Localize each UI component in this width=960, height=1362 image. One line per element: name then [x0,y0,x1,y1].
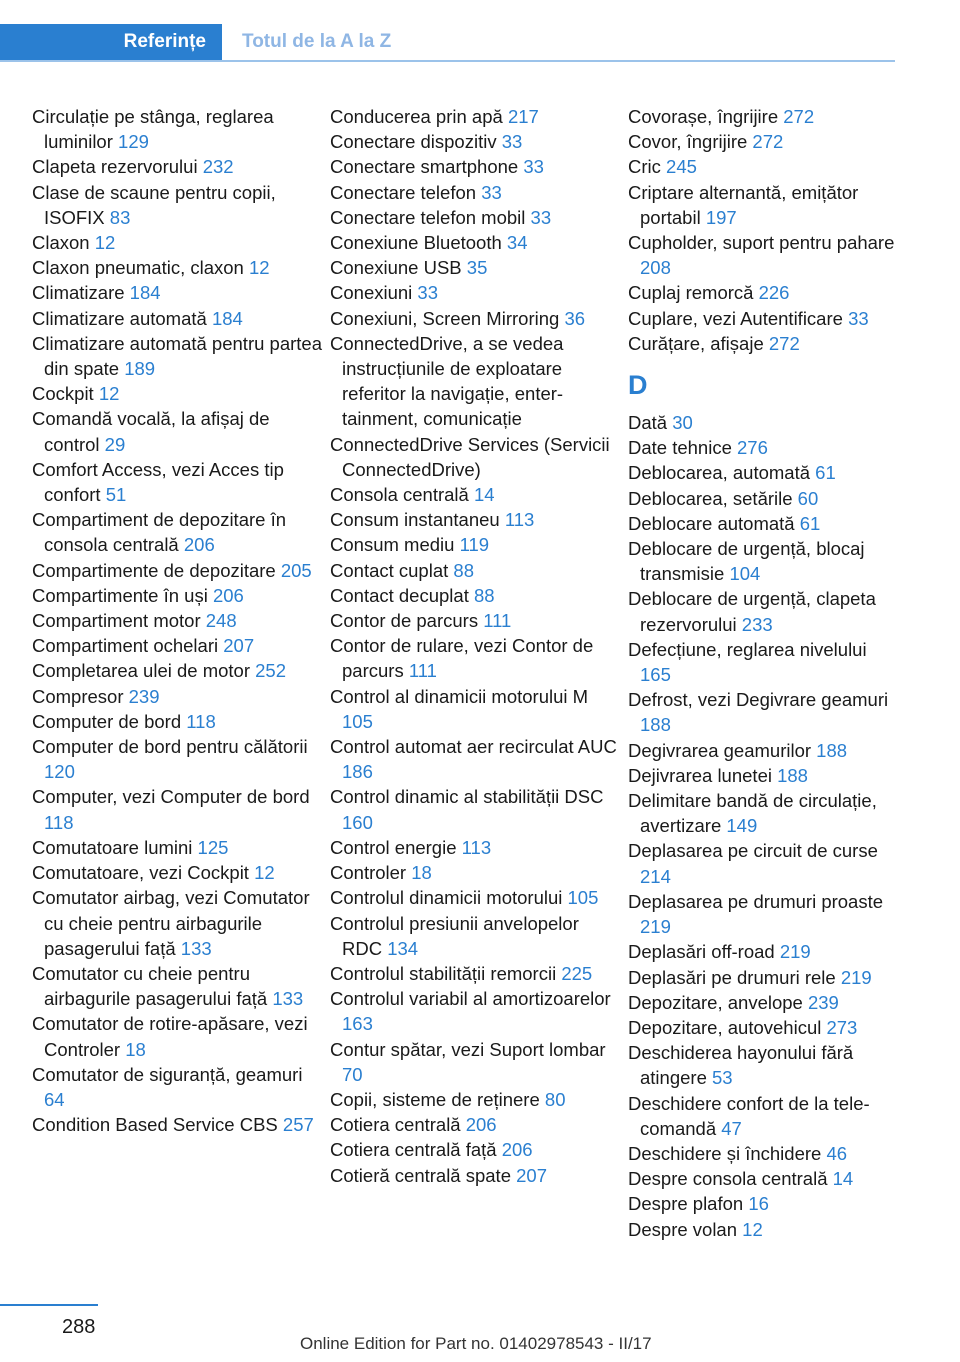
index-entry [330,154,622,179]
index-entry-term: Cric [628,156,667,178]
index-entry [32,558,324,583]
index-entry-term: Cuplare, vezi Autentificare [628,307,849,329]
index-entry [330,255,622,280]
index-page-link[interactable]: 273 [826,1016,858,1038]
index-page-link[interactable]: 18 [411,862,432,884]
index-entry-term: Comutator cu cheie pentru airbagurile pasagerului față [32,962,273,1010]
index-entry [330,734,622,784]
index-entry [32,255,324,280]
index-entry [330,961,622,986]
index-page-link[interactable]: 232 [202,156,234,178]
index-page-link[interactable]: 207 [223,635,255,657]
index-entry [32,885,324,961]
index-page-link[interactable]: 233 [741,613,773,635]
index-entry [32,961,324,1011]
index-page-link[interactable]: 219 [779,941,811,963]
index-entry-term: Controlul dinamicii motorului [330,887,568,909]
index-entry-term: Compartimente de depozitare [32,559,281,581]
page-number-rule [0,1304,98,1306]
index-entry [628,939,900,964]
index-entry [330,1037,622,1087]
index-entry-term: Conexiune Bluetooth [330,232,507,254]
index-page-link[interactable]: 239 [807,991,839,1013]
index-entry [628,889,900,939]
index-page-link[interactable]: 12 [248,257,270,279]
index-page-link[interactable]: 61 [815,462,836,484]
index-entry [628,154,900,179]
index-page-link[interactable]: 113 [504,509,535,531]
index-entry [628,1015,900,1040]
index-entry-term: Clapeta rezervorului [32,156,203,178]
index-entry [32,1112,324,1137]
index-entry [32,180,324,230]
index-entry [32,154,324,179]
index-entry [32,381,324,406]
index-entry [32,331,324,381]
page-header [0,0,895,62]
index-entry-term: Deblocare de urgență, clapeta rezervorului [628,588,876,635]
index-entry [32,104,324,154]
index-entry [32,457,324,507]
index-entry-term: Deblocare automată [628,512,800,534]
index-entry [32,406,324,456]
index-entry-term: Completarea ulei de motor [32,660,256,682]
index-page-link[interactable]: 276 [737,437,768,459]
index-page-link[interactable]: 33 [501,131,523,153]
index-page-link[interactable]: 239 [128,685,160,707]
index-page-link[interactable]: 105 [342,710,373,732]
index-entry [330,1112,622,1137]
index-entry [628,230,900,280]
index-entry-term: Claxon pneumatic, claxon [32,257,249,279]
index-entry-term: ConnectedDrive Services (Servicii ConnectedDrive) [330,433,610,480]
index-page-link[interactable]: 188 [777,764,808,786]
index-page-link[interactable]: 206 [212,584,244,606]
index-page-link[interactable]: 88 [473,584,495,606]
index-page-link[interactable]: 245 [666,156,697,178]
index-entry-term: Copii, sisteme de reținere [330,1088,545,1110]
index-page-link[interactable]: 118 [186,710,216,732]
index-entry-term: Control energie [330,836,462,858]
index-entry [32,507,324,557]
index-page-link[interactable]: 206 [183,534,215,556]
index-page-link[interactable]: 226 [758,282,790,304]
page-number: 288 [62,1316,96,1338]
index-entry-term: Despre plafon [628,1193,749,1215]
index-entry [330,633,622,683]
index-entry-term: Deplasări pe drumuri rele [628,966,841,988]
index-column-2 [330,104,622,1188]
index-entry-term: Comutator de siguranță, geamuri [32,1063,303,1085]
index-page-link[interactable]: 125 [197,836,229,858]
index-entry [330,583,622,608]
index-entry-term: Controlul variabil al amortizoarelor [330,988,611,1010]
index-entry-term: Conexiuni [330,282,418,304]
index-page-link[interactable]: 46 [826,1142,848,1164]
index-page-link[interactable]: 33 [417,282,438,304]
index-entry [32,684,324,709]
index-entry [32,1011,324,1061]
index-entry-term: Consum mediu [330,534,460,556]
index-entry [628,990,900,1015]
index-entry-term: Deschidere confort de la telecomandă [628,1092,870,1139]
index-page-link[interactable]: 120 [44,761,75,783]
index-entry [330,684,622,734]
index-entry-term: Computer, vezi Computer de bord [32,786,310,808]
index-entry-term: Comutatoare, vezi Cockpit [32,862,255,884]
index-entry-term: Deblocare de urgență, blocaj transmisie [628,538,865,585]
index-page-link[interactable]: 160 [342,811,373,833]
index-entry-term: Despre volan [628,1218,743,1240]
index-entry [330,280,622,305]
index-entry-term: Control dinamic al stabilității DSC [330,786,604,808]
index-entry [330,230,622,255]
index-entry [628,280,900,305]
index-entry [32,230,324,255]
index-entry [628,435,900,460]
index-entry [330,432,622,482]
index-entry-term: Contact decuplat [330,584,474,606]
index-entry [330,331,622,432]
index-page-link[interactable]: 33 [481,181,502,203]
index-entry [330,532,622,557]
index-entry [330,860,622,885]
index-page-link[interactable]: 118 [44,811,74,833]
index-entry [628,637,900,687]
index-entry [32,280,324,305]
index-entry [32,709,324,734]
index-page-link[interactable]: 217 [507,106,539,127]
index-page-link[interactable]: 29 [104,433,126,455]
index-page-link[interactable]: 12 [254,862,275,884]
index-page-link[interactable]: 189 [124,358,156,380]
index-page-link[interactable]: 111 [483,610,512,632]
index-entry-term: Climatizare automată pentru partea din spate [32,332,322,380]
index-page-link[interactable]: 188 [640,714,671,736]
index-page-link[interactable]: 133 [272,988,304,1010]
index-entry [330,1137,622,1162]
index-entry [628,536,900,586]
index-entry-term: Comandă vocală, la afișaj de control [32,408,270,455]
index-page-link[interactable]: 272 [768,332,800,354]
index-page-link[interactable]: 70 [342,1063,363,1085]
index-page-link[interactable]: 16 [748,1193,769,1215]
index-entry-term: Compartiment ochelari [32,635,224,657]
index-page-link[interactable]: 33 [848,307,869,329]
index-page-link[interactable]: 272 [752,131,784,153]
index-page-link[interactable]: 83 [109,206,131,228]
index-entry-term: Claxon [32,232,95,254]
index-page-link[interactable]: 111 [408,660,437,682]
index-entry [628,738,900,763]
index-page-link[interactable]: 206 [465,1114,497,1136]
index-page-link[interactable]: 60 [797,487,819,509]
index-page-link[interactable]: 61 [799,512,821,534]
index-page-link[interactable]: 129 [118,131,149,153]
index-entry [628,763,900,788]
index-page-link[interactable]: 64 [44,1088,65,1110]
index-entry-term: Comfort Access, vezi Acces tip confort [32,458,284,506]
index-entry-term: Computer de bord [32,710,187,732]
index-entry-term: Conectare smartphone [330,156,524,178]
index-entry-term: Depozitare, anvelope [628,991,808,1013]
index-entry [330,129,622,154]
index-page-link[interactable]: 165 [640,664,671,686]
index-entry [628,104,900,129]
index-page-link[interactable]: 36 [564,307,586,329]
index-column-3 [628,104,900,1242]
index-page-link[interactable]: 133 [180,937,212,959]
index-entry-term: Condition Based Service CBS [32,1114,283,1136]
index-entry [32,658,324,683]
index-entry-term: Cuplaj remorcă [628,282,759,304]
index-page-link[interactable]: 184 [211,307,243,329]
index-page-link[interactable]: 134 [387,937,419,959]
index-entry [330,1163,622,1188]
index-page-link[interactable]: 12 [742,1218,763,1240]
index-entry [330,180,622,205]
index-entry-term: Cotiera centrală față [330,1139,502,1161]
index-entry [32,1062,324,1112]
index-page-link[interactable]: 34 [506,232,528,254]
index-entry [330,608,622,633]
tab-totul-de-la-a-la-z[interactable]: Totul de la A la Z [242,31,392,52]
index-entry-term: Dată [628,412,673,434]
index-entry-term: Deblocarea, automată [628,462,816,484]
index-entry [330,885,622,910]
index-entry-term: Compartimente în uși [32,584,213,606]
index-entry-term: Conexiune USB [330,257,467,279]
index-entry-term: Climatizare automată [32,307,212,329]
index-page-link[interactable]: 47 [721,1117,742,1139]
index-page-link[interactable]: 18 [125,1038,146,1060]
index-entry [628,1217,900,1242]
index-entry-term: Control al dinamicii motorului M [330,685,589,707]
index-page-link[interactable]: 257 [282,1114,314,1136]
index-entry-term: Defrost, vezi Degivrare geamuri [628,689,889,711]
index-entry-term: Consola centrală [330,484,474,506]
index-entry-term: Delimitare bandă de circulație, avertizare [628,790,877,837]
index-entry [628,586,900,636]
index-entry-term: Compresor [32,685,129,707]
index-page-link[interactable]: 12 [98,383,120,405]
index-page-link[interactable]: 14 [832,1168,854,1190]
index-page-link[interactable]: 188 [816,739,848,761]
index-page-link[interactable]: 248 [205,610,237,632]
index-entry [330,835,622,860]
tab-referinte[interactable]: Referințe [0,24,222,60]
index-entry-term: Conectare telefon mobil [330,206,531,228]
index-page-link[interactable]: 33 [530,206,552,228]
index-page-link[interactable]: 219 [640,916,671,938]
edition-footer: Online Edition for Part no. 01402978543 - II/17 [300,1334,652,1353]
index-entry-term: Climatizare [32,282,130,304]
index-column-1 [32,104,324,1137]
index-entry-term: Criptare alternantă, emițător portabil [628,181,859,228]
index-page-link[interactable]: 88 [453,559,474,581]
index-page-link[interactable]: 149 [726,815,758,837]
index-page-link[interactable]: 14 [473,484,495,506]
index-entry-term: Contor de rulare, vezi Contor de parcurs [330,635,594,682]
index-entry-term: Cupholder, suport pentru pahare [628,232,895,254]
index-entry [628,1141,900,1166]
index-entry [32,633,324,658]
index-entry-term: Compartiment motor [32,610,206,632]
index-entry-term: Comutator airbag, vezi Comutator cu cheie pentru airbagurile pasagerului față [32,887,310,959]
index-entry-term: Cotieră centrală spate [330,1164,517,1186]
index-entry-term: Cotiera centrală [330,1114,466,1136]
index-entry-term: Covorașe, îngrijire [628,106,784,127]
section-letter: D [628,370,648,401]
index-entry-term: Defecțiune, reglarea nivelului [628,638,867,660]
index-entry-term: Covor, îngrijire [628,131,753,153]
index-entry-term: Comutator de rotire-apăsare, vezi Controler [32,1013,308,1060]
index-entry [628,511,900,536]
index-entry [628,838,900,888]
index-page-link[interactable]: 104 [729,563,761,585]
index-entry [628,410,900,435]
index-page-link[interactable]: 205 [280,559,312,581]
index-page-link[interactable]: 35 [466,257,488,279]
index-entry-term: Deplasarea pe circuit de curse [628,840,878,862]
header-divider [0,60,895,62]
index-entry [330,306,622,331]
index-entry [32,784,324,834]
index-entry-term: Dejivrarea lunetei [628,764,778,786]
index-entry-term: Conducerea prin apă [330,106,508,127]
index-page-link[interactable]: 30 [672,412,693,434]
index-entry-term: Conectare telefon [330,181,482,203]
index-entry [628,460,900,485]
index-entry [628,687,900,737]
index-entry-term: Deschidere și închidere [628,1142,827,1164]
index-entry-term: Clase de scaune pentru copii, ISOFIX [32,181,276,228]
index-entry-term: Comutatoare lumini [32,836,198,858]
index-entry [628,1166,900,1191]
index-page-link[interactable]: 272 [783,106,815,127]
index-entry-term: Computer de bord pentru călătorii [32,736,308,758]
index-page-link[interactable]: 12 [94,232,116,254]
index-entry-term: Date tehnice [628,437,738,459]
index-entry-term: Contur spătar, vezi Suport lombar [330,1038,606,1060]
index-entry [628,1040,900,1090]
index-entry-term: Contact cuplat [330,559,454,581]
index-page-link[interactable]: 33 [523,156,544,178]
index-entry [628,965,900,990]
index-entry-term: Despre consola centrală [628,1168,833,1190]
index-entry [330,1087,622,1112]
index-page-link[interactable]: 252 [255,660,287,682]
index-entry-term: Conectare dispozitiv [330,131,502,153]
index-entry [628,1091,900,1141]
index-entry [628,180,900,230]
index-entry-term: Deblocarea, setările [628,487,798,509]
index-page-link[interactable]: 186 [342,761,373,783]
index-entry [330,911,622,961]
index-entry-term: Contor de parcurs [330,610,484,632]
index-page-link[interactable]: 207 [516,1164,548,1186]
index-entry-term: Controlul stabilității remorcii [330,962,562,984]
index-entry [628,129,900,154]
index-entry-term: Compartiment de depozitare în consola centrală [32,509,286,556]
index-entry [32,608,324,633]
index-entry [32,583,324,608]
index-page-link[interactable]: 208 [640,257,671,279]
index-page-link[interactable]: 53 [712,1067,733,1089]
index-entry [330,507,622,532]
index-entry [32,734,324,784]
index-entry-term: Conexiuni, Screen Mirroring [330,307,565,329]
index-entry-term: Deschiderea hayonului fără atingere [628,1042,854,1089]
index-entry-term: Deplasări off-road [628,941,780,963]
index-page-link[interactable]: 206 [501,1139,533,1161]
index-entry [330,558,622,583]
index-entry [628,331,900,356]
index-entry [330,104,622,129]
index-page-link[interactable]: 113 [461,836,492,858]
index-entry [32,306,324,331]
index-entry [330,986,622,1036]
index-entry [628,788,900,838]
index-page-link[interactable]: 80 [544,1088,566,1110]
index-page-link[interactable]: 184 [129,282,161,304]
index-page-link[interactable]: 163 [342,1013,373,1035]
index-entry [32,835,324,860]
index-entry-term: Deplasarea pe drumuri proaste [628,890,884,912]
index-page-link[interactable]: 197 [705,206,737,228]
index-page-link[interactable]: 119 [459,534,490,556]
index-entry-term: Consum instantaneu [330,509,505,531]
index-entry [628,1191,900,1216]
index-page-link[interactable]: 214 [640,865,671,887]
index-entry-term: Controlul presiunii anvelopelor RDC [330,912,579,959]
index-entry [32,860,324,885]
index-entry-term: Controler [330,862,412,884]
index-page-link[interactable]: 225 [561,962,593,984]
index-entry [330,482,622,507]
index-entry [628,306,900,331]
index-entry [628,486,900,511]
index-page-link[interactable]: 105 [567,887,599,909]
index-page-link[interactable]: 219 [840,966,872,988]
index-entry-term: Circulație pe stânga, reglarea luminilor [32,106,274,153]
index-page-link[interactable]: 51 [105,484,127,506]
index-entry-term: ConnectedDrive, a se vedea instrucțiunile de exploatare referitor la navigație, entertainment, comunicație [330,332,564,430]
index-entry-term: Degivrarea geamurilor [628,739,817,761]
index-entry [330,205,622,230]
index-entry-term: Cockpit [32,383,99,405]
index-entry-term: Control automat aer recirculat AUC [330,736,617,758]
index-entry [330,784,622,834]
index-entry-term: Depozitare, autovehicul [628,1016,827,1038]
index-entry-term: Curățare, afișaje [628,332,769,354]
